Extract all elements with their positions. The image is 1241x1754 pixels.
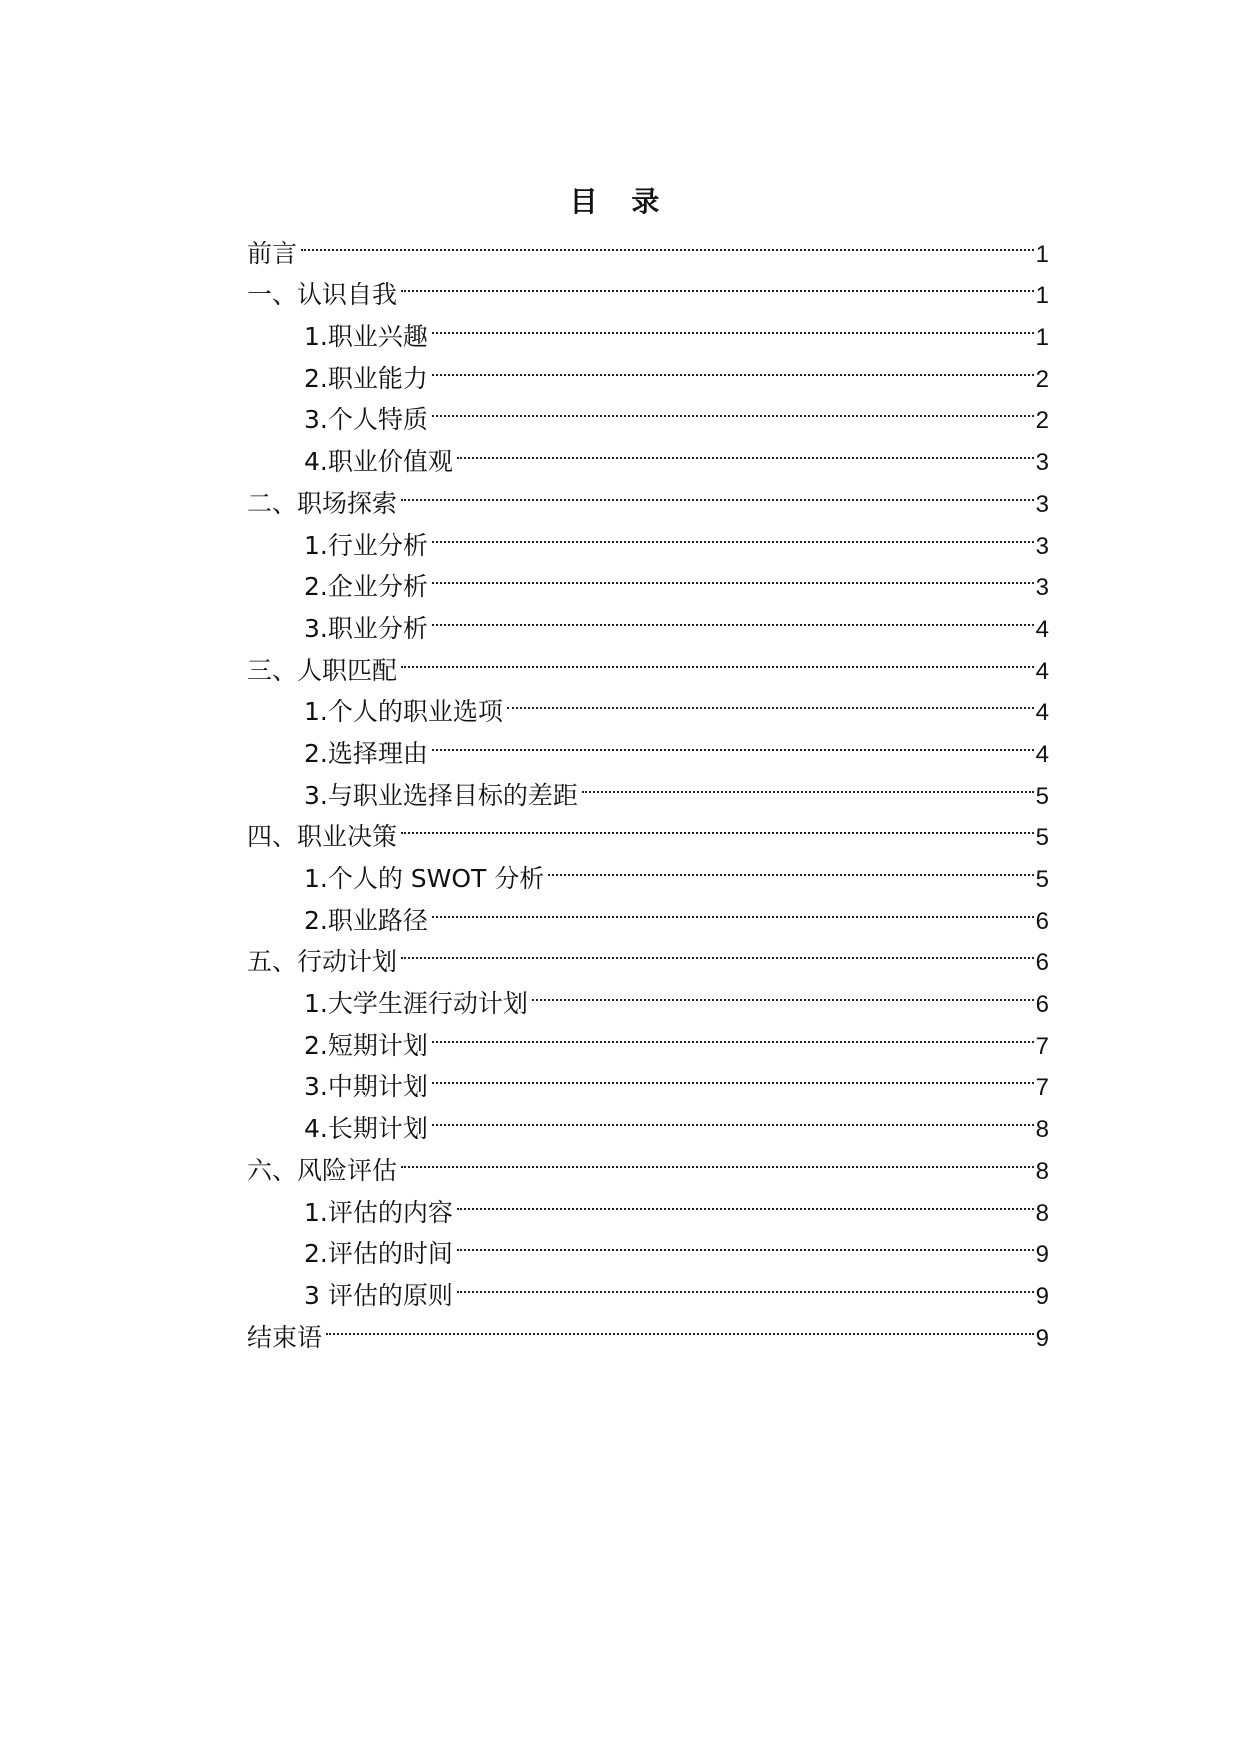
toc-entry-label: 3.职业分析: [304, 613, 428, 643]
toc-dot-leader: [326, 1304, 1034, 1346]
toc-entry-page-number: 1: [1035, 240, 1049, 268]
toc-entry-label: 一、认识自我: [247, 280, 398, 310]
toc-entry-page-number: 4: [1035, 740, 1049, 768]
toc-list: [247, 220, 1049, 1352]
toc-entry-label: 2.选择理由: [304, 738, 428, 768]
toc-entry-page-number: 3: [1035, 449, 1049, 477]
toc-entry-label: 2.评估的时间: [304, 1239, 453, 1269]
toc-entry-label: 1.行业分析: [304, 530, 428, 560]
toc-dot-leader: [457, 1262, 1034, 1304]
toc-entry-page-number: 4: [1035, 699, 1049, 727]
toc-entry-label: 1.个人的职业选项: [304, 697, 503, 727]
toc-entry-label: 五、行动计划: [247, 947, 398, 977]
toc-dot-leader: [301, 220, 1034, 262]
toc-dot-leader: [401, 929, 1034, 971]
toc-dot-leader: [432, 1095, 1034, 1137]
toc-dot-leader: [582, 762, 1034, 804]
toc-entry-page-number: 8: [1035, 1157, 1049, 1185]
toc-entry-page-number: 1: [1035, 324, 1049, 352]
toc-entry-label: 二、职场探索: [247, 488, 398, 518]
toc-entry-label: 4.长期计划: [304, 1114, 428, 1144]
toc-entry-page-number: 6: [1035, 907, 1049, 935]
toc-entry-label: 2.职业能力: [304, 363, 428, 393]
toc-dot-leader: [432, 1012, 1034, 1054]
toc-entry-page-number: 2: [1035, 407, 1049, 435]
toc-dot-leader: [401, 470, 1034, 512]
toc-dot-leader: [457, 428, 1034, 470]
toc-dot-leader: [432, 887, 1034, 929]
toc-entry-page-number: 3: [1035, 490, 1049, 518]
toc-entry-page-number: 5: [1035, 782, 1049, 810]
toc-dot-leader: [432, 554, 1034, 596]
toc-entry-page-number: 8: [1035, 1199, 1049, 1227]
toc-dot-leader: [432, 387, 1034, 429]
toc-entry-page-number: 6: [1035, 991, 1049, 1019]
toc-dot-leader: [401, 804, 1034, 846]
toc-title: 目 录: [569, 184, 672, 218]
toc-entry-label: 三、人职匹配: [247, 655, 398, 685]
toc-dot-leader: [401, 1137, 1034, 1179]
toc-entry-page-number: 9: [1035, 1282, 1049, 1310]
toc-entry-page-number: 4: [1035, 615, 1049, 643]
toc-dot-leader: [432, 345, 1034, 387]
toc-entry[interactable]: [247, 220, 1049, 268]
toc-entry[interactable]: [247, 1304, 1049, 1352]
toc-dot-leader: [457, 1221, 1034, 1263]
toc-entry-page-number: 7: [1035, 1074, 1049, 1102]
toc-entry-label: 2.短期计划: [304, 1030, 428, 1060]
toc-entry-label: 3.个人特质: [304, 405, 428, 435]
toc-entry-page-number: 5: [1035, 866, 1049, 893]
toc-entry-label: 1.职业兴趣: [304, 322, 428, 352]
toc-entry-page-number: 9: [1035, 1324, 1049, 1352]
toc-entry-label: 2.企业分析: [304, 572, 428, 602]
toc-entry-page-number: 2: [1035, 365, 1049, 393]
toc-entry-label: 六、风险评估: [247, 1155, 398, 1185]
toc-dot-leader: [401, 637, 1034, 679]
toc-entry-label: 3.与职业选择目标的差距: [304, 780, 578, 810]
toc-dot-leader: [432, 512, 1034, 554]
toc-entry-page-number: 4: [1035, 657, 1049, 685]
toc-dot-leader: [507, 679, 1034, 721]
toc-entry-label: 4.职业价值观: [304, 447, 453, 477]
toc-dot-leader: [457, 1179, 1034, 1221]
toc-dot-leader: [401, 262, 1034, 304]
toc-entry[interactable]: [247, 262, 1049, 310]
toc-dot-leader: [432, 1054, 1034, 1096]
toc-entry-page-number: 6: [1035, 949, 1049, 977]
toc-entry-page-number: 5: [1035, 824, 1049, 852]
toc-entry-page-number: 1: [1035, 282, 1049, 310]
toc-entry-page-number: 8: [1035, 1116, 1049, 1144]
toc-dot-leader: [548, 845, 1033, 887]
toc-entry-page-number: 3: [1035, 574, 1049, 602]
toc-dot-leader: [532, 970, 1034, 1012]
toc-entry-page-number: 3: [1035, 532, 1049, 560]
toc-dot-leader: [432, 720, 1034, 762]
toc-entry-label: 四、职业决策: [247, 822, 398, 852]
toc-entry-label: 3.中期计划: [304, 1072, 428, 1102]
toc-entry-page-number: 9: [1035, 1241, 1049, 1269]
toc-entry-label: 1.个人的 SWOT 分析: [304, 864, 545, 893]
toc-entry-label: 1.大学生涯行动计划: [304, 989, 528, 1019]
toc-entry-label: 结束语: [247, 1322, 323, 1352]
toc-entry-page-number: 7: [1035, 1032, 1049, 1060]
toc-entry-label: 3 评估的原则: [304, 1280, 453, 1310]
toc-entry-label: 前言: [247, 238, 298, 268]
toc-dot-leader: [432, 595, 1034, 637]
toc-dot-leader: [432, 303, 1034, 345]
toc-entry-label: 1.评估的内容: [304, 1197, 453, 1227]
toc-entry-label: 2.职业路径: [304, 905, 428, 935]
